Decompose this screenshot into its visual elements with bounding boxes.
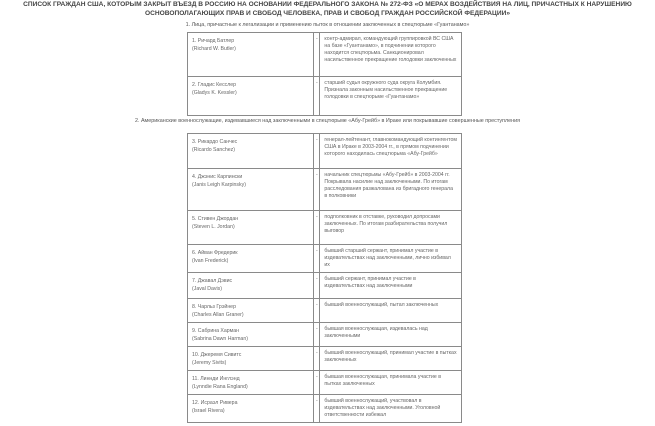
name-cell xyxy=(188,33,314,77)
name-en: (Israel Rivera) xyxy=(192,407,225,414)
name-cell xyxy=(188,273,314,299)
section-1-heading: 1. Лица, причастные к легализации и применению пыток в отношении заключенных в спецтюрьме «Гуантанамо» xyxy=(185,22,470,28)
dash-cell: - xyxy=(314,395,320,423)
description-cell: бывший старший сержант, принимал участие в издевательствах над заключенными, лично избивал их xyxy=(320,245,462,273)
table-row xyxy=(188,395,462,423)
name-ru: 11. Линнди Инглэнд xyxy=(192,376,240,382)
table-row xyxy=(188,211,462,245)
name-cell xyxy=(188,245,314,273)
table-row xyxy=(188,273,462,299)
section-2-heading: 2. Американские военнослужащие, издевавшиеся над заключенными в спецтюрьме «Абу-Грейб» в Ираке или покрывавшие совершенные преступления xyxy=(134,118,521,124)
name-ru: 7. Джавал Дэвис xyxy=(192,278,233,284)
name-en: (Richard W. Butler) xyxy=(192,45,236,52)
description-cell: подполковник в отставке, руководил допросами заключенных. По итогам разбирательства получил выговор xyxy=(320,211,462,245)
name-ru: 9. Сабрина Харман xyxy=(192,328,239,334)
dash-cell: - xyxy=(314,33,320,77)
dash-cell: - xyxy=(314,299,320,323)
name-ru: 12. Исраэл Ривера xyxy=(192,400,238,406)
name-en: (Charles Allan Graner) xyxy=(192,311,244,318)
name-cell xyxy=(188,211,314,245)
table-row xyxy=(188,371,462,395)
name-en: (Sabrina Dawn Harman) xyxy=(192,335,248,342)
name-en: (Lynndie Rana England) xyxy=(192,383,248,390)
dash-cell: - xyxy=(314,347,320,371)
dash-cell: - xyxy=(314,77,320,116)
name-ru: 10. Джеремя Сивитс xyxy=(192,352,242,358)
name-en: (Steven L. Jordan) xyxy=(192,223,235,230)
name-cell xyxy=(188,323,314,347)
table-row xyxy=(188,347,462,371)
table-row xyxy=(188,323,462,347)
table-row xyxy=(188,245,462,273)
name-cell xyxy=(188,134,314,169)
name-cell xyxy=(188,169,314,211)
section-2-table xyxy=(187,133,462,423)
name-ru: 2. Гладис Кесслер xyxy=(192,82,237,88)
dash-cell: - xyxy=(314,211,320,245)
description-cell: начальник спецтюрьмы «Абу-Грейб» в 2003-2004 гг. Покрывала насилие над заключенными. По итогам расследования разжалована из бригадного генерала в полковники xyxy=(320,169,462,211)
dash-cell: - xyxy=(314,273,320,299)
description-cell: бывший сержант, принимал участие в издевательствах над заключенными xyxy=(320,273,462,299)
name-en: (Janis Leigh Karpinsky) xyxy=(192,181,246,188)
description-cell: старший судья окружного суда округа Колумбия. Признала законным насильственное прекращение голодовки в спецтюрьме «Гуантанамо» xyxy=(320,77,462,116)
name-cell xyxy=(188,347,314,371)
name-ru: 1. Ричард Батлер xyxy=(192,38,235,44)
name-cell xyxy=(188,299,314,323)
name-en: (Javal Davis) xyxy=(192,285,222,292)
name-ru: 6. Айван Фредерик xyxy=(192,250,238,256)
description-cell: бывший военнослужащий, участвовал в издевательствах над заключенными. Уголовной ответственности избежал xyxy=(320,395,462,423)
name-en: (Gladys K. Kessler) xyxy=(192,89,237,96)
description-cell: бывшая военнослужащая, издевалась над заключенными xyxy=(320,323,462,347)
dash-cell: - xyxy=(314,169,320,211)
name-ru: 8. Чарльз Грэйнер xyxy=(192,304,236,310)
name-ru: 3. Рикардо Санчес xyxy=(192,139,238,145)
dash-cell: - xyxy=(314,371,320,395)
table-row xyxy=(188,134,462,169)
name-ru: 5. Стивен Джордан xyxy=(192,216,239,222)
name-en: (Ricardo Sanchez) xyxy=(192,146,235,153)
name-ru: 4. Джэнис Карпински xyxy=(192,174,243,180)
name-cell xyxy=(188,395,314,423)
name-en: (Ivan Frederick) xyxy=(192,257,229,264)
table-row xyxy=(188,77,462,116)
description-cell: генерал-лейтенант, главнокомандующий контингентом США в Ираке в 2003-2004 гг., в прямом подчинении которого находилась спецтюрьма «Абу-Грейб» xyxy=(320,134,462,169)
dash-cell: - xyxy=(314,134,320,169)
table-row xyxy=(188,33,462,77)
table-row xyxy=(188,169,462,211)
description-cell: бывший военнослужащий, пытал заключенных xyxy=(320,299,462,323)
description-cell: бывший военнослужащий, принимал участие в пытках заключенных xyxy=(320,347,462,371)
name-en: (Jeremy Sivits) xyxy=(192,359,227,366)
dash-cell: - xyxy=(314,245,320,273)
name-cell xyxy=(188,371,314,395)
document-title: СПИСОК ГРАЖДАН США, КОТОРЫМ ЗАКРЫТ ВЪЕЗД В РОССИЮ НА ОСНОВАНИИ ФЕДЕРАЛЬНОГО ЗАКОНА № 272-ФЗ «О МЕРАХ ВОЗДЕЙСТВИЯ НА ЛИЦ, ПРИЧАСТНЫХ К НАРУШЕНИЮ ОСНОВОПОЛАГАЮЩИХ ПРАВ И СВОБОД ЧЕЛОВЕКА, ПРАВ И СВОБОД ГРАЖДАН РОССИЙСКОЙ ФЕДЕРАЦИИ» xyxy=(23,1,632,17)
description-cell: контр-адмирал, командующий группировкой ВС США на базе «Гуантанамо», в подчинении которого находится спецтюрьма. Санкционировал насильственное прекращение голодовки заключенных xyxy=(320,33,462,77)
name-cell xyxy=(188,77,314,116)
description-cell: бывшая военнослужащая, принимала участие в пытках заключенных xyxy=(320,371,462,395)
table-row xyxy=(188,299,462,323)
section-1-table xyxy=(187,32,462,116)
dash-cell: - xyxy=(314,323,320,347)
